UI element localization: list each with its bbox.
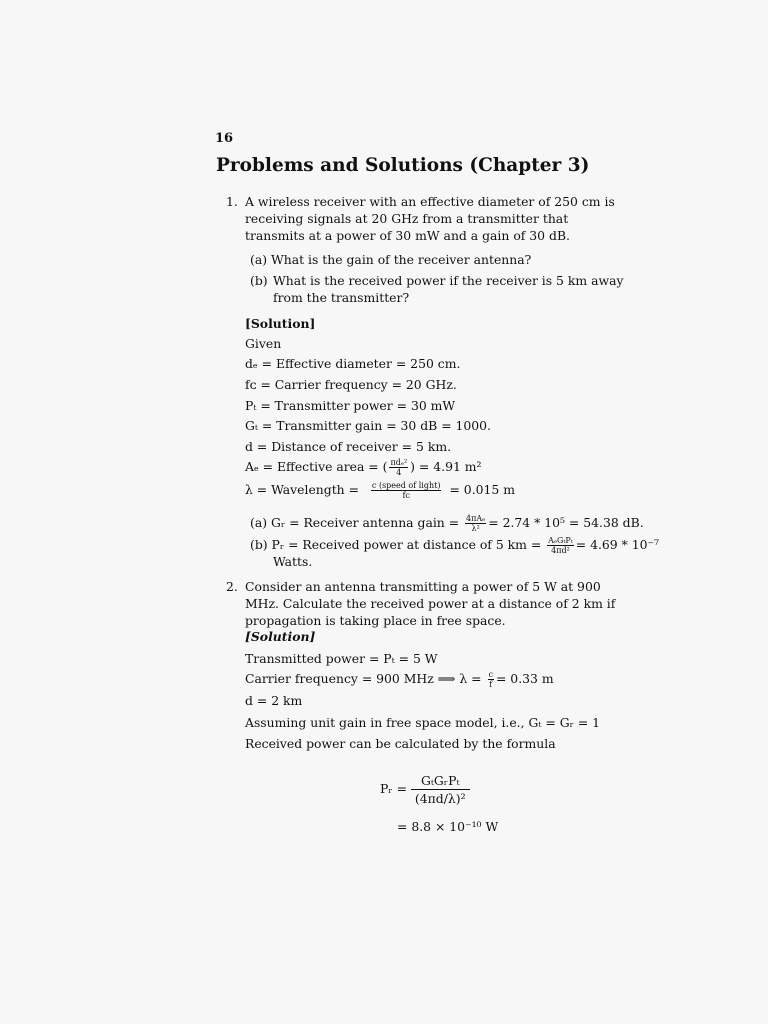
effective-area-prefix: Aₑ = Effective area = (	[245, 459, 388, 474]
fraction-denominator: f	[489, 680, 493, 689]
wavelength-fraction	[371, 481, 442, 500]
carrier-frequency-fraction	[488, 670, 494, 689]
carrier-frequency-line	[245, 670, 554, 689]
received-power-formula	[380, 772, 470, 807]
problem-1-question-a: (a) What is the gain of the receiver antenna?	[250, 252, 532, 267]
assumption-line: Assuming unit gain in free space model, i.e., Gₜ = Gᵣ = 1	[245, 715, 601, 730]
problem-2-number: 2.	[226, 579, 238, 594]
carrier-frequency-prefix: Carrier frequency = 900 MHz ⟹ λ =	[245, 671, 486, 686]
answer-a-fraction	[465, 514, 486, 533]
page-title: Problems and Solutions (Chapter 3)	[216, 155, 590, 176]
fraction-numerator: πdₑ²	[390, 458, 408, 467]
wavelength-line	[245, 481, 515, 500]
answer-b-fraction	[547, 536, 574, 555]
given-line: d = Distance of receiver = 5 km.	[245, 439, 452, 454]
answer-a-prefix: (a) Gᵣ = Receiver antenna gain =	[250, 515, 464, 530]
given-line: dₑ = Effective diameter = 250 cm.	[245, 356, 461, 371]
fraction-denominator: 4πd²	[551, 546, 570, 555]
effective-area-line	[245, 458, 482, 477]
fraction-numerator: GₜGᵣPₜ	[411, 772, 470, 790]
formula-lhs: Pᵣ =	[380, 781, 407, 796]
problem-1-number: 1.	[226, 194, 238, 209]
problem-1-question-b-label: (b)	[250, 273, 268, 288]
answer-a	[250, 514, 644, 533]
fraction-numerator: c	[488, 670, 493, 679]
answer-b-suffix: = 4.69 * 10⁻⁷	[575, 537, 660, 552]
fraction-numerator: AₑGₜPₜ	[548, 536, 573, 545]
carrier-frequency-suffix: = 0.33 m	[495, 671, 554, 686]
problem-1-solution-label: [Solution]	[245, 316, 316, 331]
fraction-denominator: λ²	[471, 524, 480, 533]
answer-b-unit: Watts.	[273, 554, 313, 569]
effective-area-suffix: ) = 4.91 m²	[410, 459, 482, 474]
given-line: Pₜ = Transmitter power = 30 mW	[245, 398, 456, 413]
wavelength-prefix: λ = Wavelength =	[245, 482, 363, 497]
fraction-numerator: 4πAₑ	[466, 514, 486, 523]
problem-1-question-b: What is the received power if the receiver is 5 km away from the transmitter?	[273, 273, 624, 305]
given-line: Gₜ = Transmitter gain = 30 dB = 1000.	[245, 418, 491, 433]
fraction-numerator: c (speed of light)	[371, 481, 441, 490]
wavelength-suffix: = 0.015 m	[449, 482, 515, 497]
page-number: 16	[215, 131, 234, 146]
fraction-denominator: 4	[396, 468, 402, 477]
problem-1-text: A wireless receiver with an effective diameter of 250 cm is receiving signals at 20 GHz from a transmitter that transmits at a power of 30 mW and a gain of 30 dB.	[245, 194, 615, 243]
transmitted-power-line: Transmitted power = Pₜ = 5 W	[245, 651, 438, 666]
formula-intro: Received power can be calculated by the formula	[245, 736, 556, 751]
fraction-denominator: (4πd/λ)²	[414, 791, 466, 806]
answer-a-suffix: = 2.74 * 10⁵ = 54.38 dB.	[488, 515, 644, 530]
distance-line: d = 2 km	[245, 693, 303, 708]
problem-2-solution-label: [Solution]	[245, 629, 316, 644]
formula-result: = 8.8 × 10⁻¹⁰ W	[397, 819, 499, 834]
given-line: fᴄ = Carrier frequency = 20 GHz.	[245, 377, 457, 392]
formula-fraction	[411, 772, 470, 807]
answer-b-prefix: (b) Pᵣ = Received power at distance of 5 km =	[250, 537, 546, 552]
effective-area-fraction	[389, 458, 408, 477]
problem-2-text: Consider an antenna transmitting a power of 5 W at 900 MHz. Calculate the received power at a distance of 2 km if propagation is taking place in free space.	[245, 579, 616, 628]
given-label: Given	[245, 336, 282, 351]
fraction-denominator: fᴄ	[402, 491, 410, 500]
